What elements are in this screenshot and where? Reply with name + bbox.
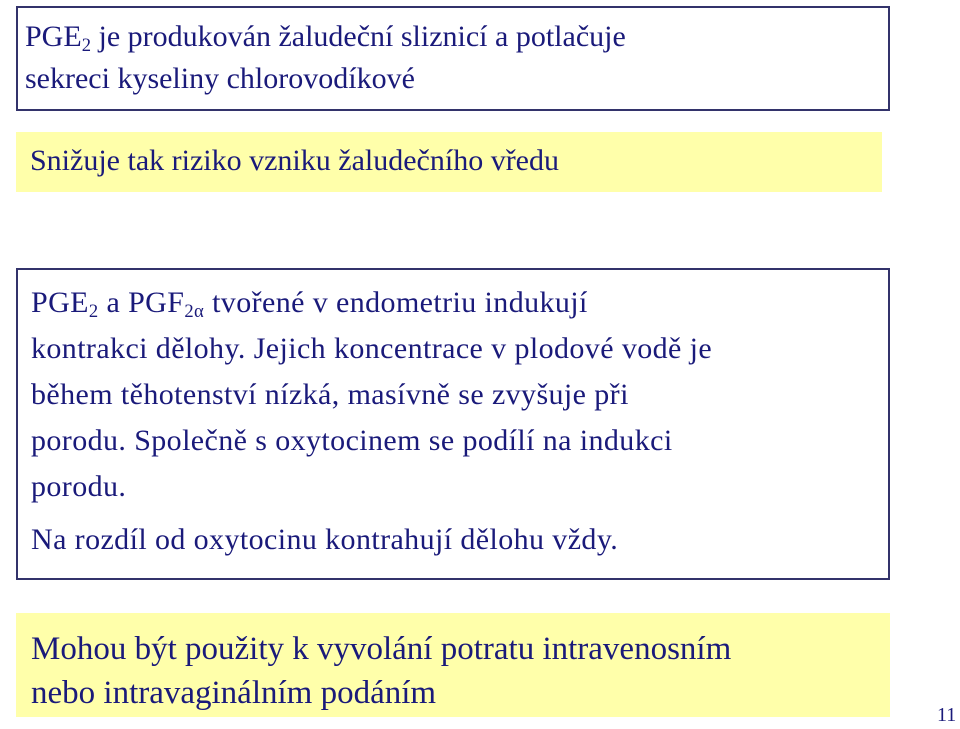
- page-number: 11: [937, 704, 957, 726]
- text-line: během těhotenství nízká, masívně se zvyšuje při: [31, 378, 629, 411]
- subscript: 2α: [184, 301, 205, 323]
- highlight-box-abortion: [16, 613, 890, 717]
- text-span: tvořené v endometriu indukují: [204, 286, 588, 319]
- paragraph: [31, 517, 888, 563]
- text-box-pge2-stomach: [16, 6, 890, 111]
- paragraph: [31, 280, 888, 510]
- pge-label: PGE: [31, 286, 89, 319]
- text-line: sekreci kyseliny chlorovodíkové: [25, 62, 415, 95]
- text-span: a PGF: [98, 286, 185, 319]
- text-line: Mohou být použity k vyvolání potratu intravenosním: [31, 631, 732, 667]
- text-span: je produkován žaludeční sliznicí a potlačuje: [90, 20, 626, 53]
- text-line: kontrakci dělohy. Jejich koncentrace v plodové vodě je: [31, 332, 713, 365]
- text-line: Na rozdíl od oxytocinu kontrahují dělohu vždy.: [31, 523, 619, 556]
- text-line: porodu.: [31, 470, 127, 503]
- text-line: Snižuje tak riziko vzniku žaludečního vředu: [30, 144, 559, 177]
- subscript: 2: [81, 35, 91, 57]
- highlight-box-ulcer: [16, 132, 882, 192]
- text-line: [25, 16, 888, 58]
- subscript: 2: [88, 301, 99, 323]
- text-line: nebo intravaginálním podáním: [31, 675, 437, 711]
- text-line: porodu. Společně s oxytocinem se podílí na indukci: [31, 424, 673, 457]
- pge-label: PGE: [25, 20, 82, 53]
- text-box-uterus: [16, 268, 890, 580]
